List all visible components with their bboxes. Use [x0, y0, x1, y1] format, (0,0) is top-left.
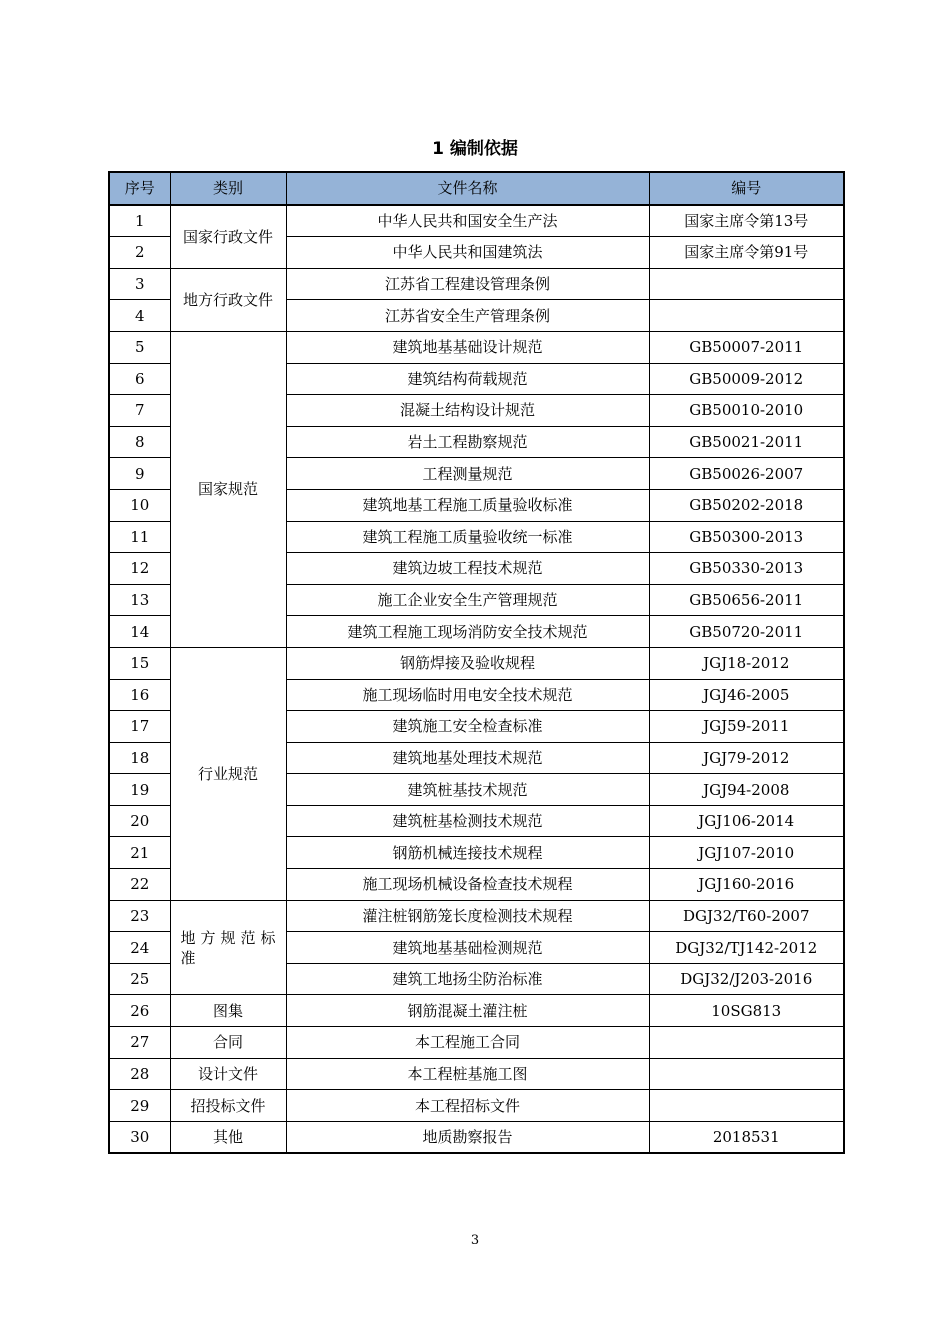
- row-name: 本工程招标文件: [286, 1090, 649, 1122]
- row-name: 中华人民共和国安全生产法: [286, 205, 649, 237]
- row-name: 建筑地基工程施工质量验收标准: [286, 489, 649, 521]
- row-code: JGJ59-2011: [649, 711, 844, 743]
- row-no: 20: [109, 805, 170, 837]
- row-code: GB50026-2007: [649, 458, 844, 490]
- row-no: 6: [109, 363, 170, 395]
- row-code: GB50007-2011: [649, 331, 844, 363]
- row-code: GB50656-2011: [649, 584, 844, 616]
- category-cell: 地 方 规 范 标 准: [170, 900, 286, 995]
- row-no: 12: [109, 553, 170, 585]
- row-name: 江苏省安全生产管理条例: [286, 300, 649, 332]
- basis-table: [108, 171, 845, 1154]
- table-row: [109, 1090, 844, 1122]
- row-name: 建筑施工安全检查标准: [286, 711, 649, 743]
- row-code: JGJ160-2016: [649, 869, 844, 901]
- row-name: 建筑桩基技术规范: [286, 774, 649, 806]
- row-name: 施工企业安全生产管理规范: [286, 584, 649, 616]
- row-no: 30: [109, 1121, 170, 1153]
- table-row: [109, 900, 844, 932]
- row-no: 18: [109, 742, 170, 774]
- row-no: 4: [109, 300, 170, 332]
- category-cell: 行业规范: [170, 647, 286, 900]
- row-no: 8: [109, 426, 170, 458]
- row-name: 建筑地基基础检测规范: [286, 932, 649, 964]
- table-row: [109, 995, 844, 1027]
- row-name: 岩土工程勘察规范: [286, 426, 649, 458]
- row-code: GB50009-2012: [649, 363, 844, 395]
- category-cell: 设计文件: [170, 1058, 286, 1090]
- row-no: 28: [109, 1058, 170, 1090]
- row-no: 11: [109, 521, 170, 553]
- row-code: [649, 300, 844, 332]
- row-no: 2: [109, 237, 170, 269]
- row-name: 钢筋焊接及验收规程: [286, 647, 649, 679]
- row-code: GB50010-2010: [649, 395, 844, 427]
- category-cell: 其他: [170, 1121, 286, 1153]
- row-no: 10: [109, 489, 170, 521]
- row-no: 5: [109, 331, 170, 363]
- row-name: 建筑地基处理技术规范: [286, 742, 649, 774]
- table-row: [109, 1121, 844, 1153]
- row-code: [649, 1027, 844, 1059]
- category-cell: 国家规范: [170, 331, 286, 647]
- header-code: 编号: [649, 172, 844, 205]
- category-cell: 国家行政文件: [170, 205, 286, 269]
- table-row: [109, 1058, 844, 1090]
- row-code: 10SG813: [649, 995, 844, 1027]
- row-code: JGJ107-2010: [649, 837, 844, 869]
- row-name: 工程测量规范: [286, 458, 649, 490]
- row-no: 1: [109, 205, 170, 237]
- header-category: 类别: [170, 172, 286, 205]
- row-no: 9: [109, 458, 170, 490]
- row-name: 江苏省工程建设管理条例: [286, 268, 649, 300]
- row-code: GB50720-2011: [649, 616, 844, 648]
- row-name: 地质勘察报告: [286, 1121, 649, 1153]
- row-name: 本工程施工合同: [286, 1027, 649, 1059]
- row-name: 钢筋机械连接技术规程: [286, 837, 649, 869]
- row-no: 17: [109, 711, 170, 743]
- row-code: 国家主席令第91号: [649, 237, 844, 269]
- category-cell: 合同: [170, 1027, 286, 1059]
- row-name: 本工程桩基施工图: [286, 1058, 649, 1090]
- row-code: [649, 1058, 844, 1090]
- page-number: 3: [470, 1233, 480, 1248]
- row-code: JGJ106-2014: [649, 805, 844, 837]
- row-name: 建筑边坡工程技术规范: [286, 553, 649, 585]
- row-no: 26: [109, 995, 170, 1027]
- row-no: 13: [109, 584, 170, 616]
- row-code: GB50021-2011: [649, 426, 844, 458]
- row-no: 16: [109, 679, 170, 711]
- row-no: 22: [109, 869, 170, 901]
- header-name: 文件名称: [286, 172, 649, 205]
- row-no: 27: [109, 1027, 170, 1059]
- table-row: [109, 268, 844, 300]
- row-name: 灌注桩钢筋笼长度检测技术规程: [286, 900, 649, 932]
- row-code: JGJ46-2005: [649, 679, 844, 711]
- row-no: 3: [109, 268, 170, 300]
- row-name: 建筑地基基础设计规范: [286, 331, 649, 363]
- row-no: 29: [109, 1090, 170, 1122]
- row-code: 2018531: [649, 1121, 844, 1153]
- row-code: [649, 268, 844, 300]
- row-name: 中华人民共和国建筑法: [286, 237, 649, 269]
- row-code: GB50330-2013: [649, 553, 844, 585]
- row-no: 25: [109, 963, 170, 995]
- table-row: [109, 331, 844, 363]
- table-row: [109, 647, 844, 679]
- row-code: [649, 1090, 844, 1122]
- category-cell: 地方行政文件: [170, 268, 286, 331]
- category-cell: 图集: [170, 995, 286, 1027]
- row-code: JGJ94-2008: [649, 774, 844, 806]
- row-no: 19: [109, 774, 170, 806]
- row-name: 施工现场临时用电安全技术规范: [286, 679, 649, 711]
- row-code: GB50202-2018: [649, 489, 844, 521]
- row-name: 混凝土结构设计规范: [286, 395, 649, 427]
- row-name: 建筑结构荷载规范: [286, 363, 649, 395]
- category-cell: 招投标文件: [170, 1090, 286, 1122]
- row-name: 建筑工程施工质量验收统一标准: [286, 521, 649, 553]
- row-name: 施工现场机械设备检查技术规程: [286, 869, 649, 901]
- row-no: 7: [109, 395, 170, 427]
- row-code: DGJ32/TJ142-2012: [649, 932, 844, 964]
- row-code: DGJ32/J203-2016: [649, 963, 844, 995]
- row-no: 21: [109, 837, 170, 869]
- row-code: JGJ79-2012: [649, 742, 844, 774]
- row-name: 钢筋混凝土灌注桩: [286, 995, 649, 1027]
- row-name: 建筑工地扬尘防治标准: [286, 963, 649, 995]
- row-no: 23: [109, 900, 170, 932]
- table-row: [109, 1027, 844, 1059]
- row-no: 24: [109, 932, 170, 964]
- row-no: 14: [109, 616, 170, 648]
- row-no: 15: [109, 647, 170, 679]
- row-code: GB50300-2013: [649, 521, 844, 553]
- row-code: DGJ32/T60-2007: [649, 900, 844, 932]
- table-row: [109, 205, 844, 237]
- section-title: 1 编制依据: [432, 139, 518, 159]
- row-code: 国家主席令第13号: [649, 205, 844, 237]
- row-code: JGJ18-2012: [649, 647, 844, 679]
- table-header-row: [109, 172, 844, 205]
- row-name: 建筑桩基检测技术规范: [286, 805, 649, 837]
- row-name: 建筑工程施工现场消防安全技术规范: [286, 616, 649, 648]
- header-no: 序号: [109, 172, 170, 205]
